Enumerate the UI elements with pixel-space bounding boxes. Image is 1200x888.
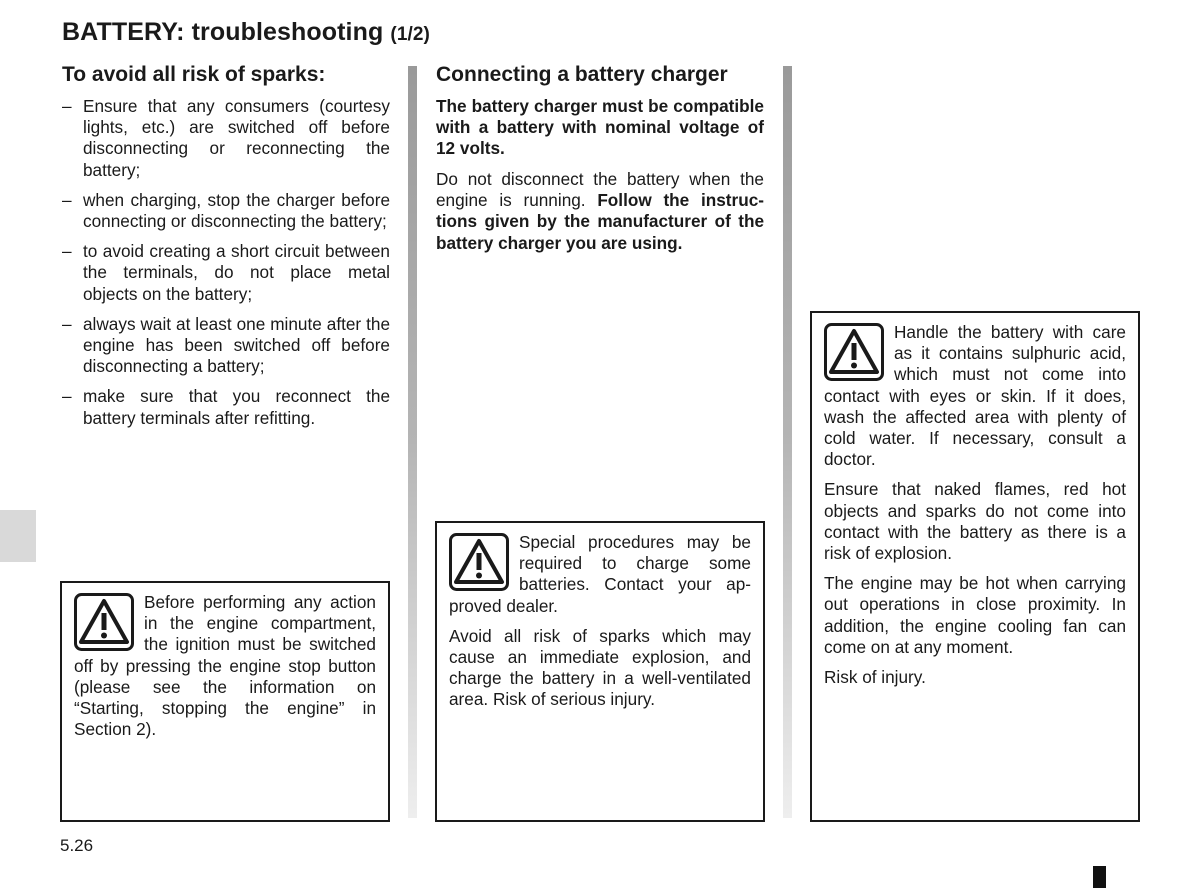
warning-triangle-icon xyxy=(449,533,509,591)
sparks-explosion-text: Avoid all risk of sparks which may cause an immediate explosion, and charge the battery in a well-ventilated area. Risk of serious injury. xyxy=(449,625,751,710)
bullet-dash: – xyxy=(62,241,72,262)
section-tab xyxy=(0,510,36,562)
page-corner-mark xyxy=(1093,866,1106,888)
engine-hot-text: The engine may be hot when carrying out operations in close proximity. In addition, the engine cooling fan can come on at any moment. xyxy=(824,573,1126,657)
list-item-text: make sure that you reconnect the battery terminals after refitting. xyxy=(83,386,390,428)
warning-triangle-icon xyxy=(74,593,134,651)
list-item xyxy=(62,190,390,232)
list-item-text: Ensure that any consumers (courtesy lights, etc.) are switched off before disconnecting or reconnecting the battery; xyxy=(83,96,390,180)
list-item xyxy=(62,314,390,378)
ignition-warning-text: Before performing any action in the engine compartment, the ignition must be switched off by pressing the engine stop button (please see the information on “Starting, stopping the engine” in Section 2). xyxy=(74,592,376,740)
sparks-bullet-list xyxy=(62,96,390,438)
bullet-dash: – xyxy=(62,96,72,116)
charger-instructions-normal: Do not disconnect the battery when the engine is running. xyxy=(436,169,764,211)
ignition-warning-box xyxy=(60,581,390,822)
column-divider xyxy=(783,66,792,818)
naked-flames-text: Ensure that naked flames, red hot objects and sparks do not come into contact with the battery as there is a risk of explosion. xyxy=(824,479,1126,564)
list-item-text: to avoid creating a short circuit between the terminals, do not place metal objects on the battery; xyxy=(83,241,390,304)
charging-warning-box xyxy=(435,521,765,822)
warning-triangle-icon xyxy=(824,323,884,381)
column-divider xyxy=(408,66,417,818)
charger-compatibility-text: The battery charger must be compatible with a battery with nominal voltage of 12 volts. xyxy=(436,96,764,159)
list-item-text: always wait at least one minute after the engine has been switched off before disconnecting a battery; xyxy=(83,313,390,377)
charger-instructions-bold: Follow the instructions given by the manufacturer of the battery charger you are using. xyxy=(436,190,764,253)
list-item xyxy=(62,386,390,428)
list-item xyxy=(62,241,390,305)
page-title-main: BATTERY: troubleshooting xyxy=(62,18,384,46)
acid-handling-text: Handle the battery with care as it contains sulphuric acid, which must not come into contact with eyes or skin. If it does, wash the affected area with plenty of cold water. If necessary, consult a doctor. xyxy=(824,322,1126,470)
special-procedures-text: Special procedures may be required to charge some batteries. Contact your approved dealer. xyxy=(449,532,751,616)
charger-instructions-para xyxy=(436,169,764,254)
page-number: 5.26 xyxy=(60,836,94,855)
risk-of-injury-text: Risk of injury. xyxy=(824,667,926,688)
list-item xyxy=(62,96,390,181)
bullet-dash: – xyxy=(62,189,72,210)
list-item-text: when charging, stop the charger before connecting or disconnecting the battery; xyxy=(83,189,390,232)
bullet-dash: – xyxy=(62,313,72,334)
bullet-dash: – xyxy=(62,386,72,407)
charger-heading: Connecting a battery charger xyxy=(436,63,728,86)
page-title xyxy=(62,18,430,47)
page-title-part: (1/2) xyxy=(390,24,430,45)
acid-warning-box xyxy=(810,311,1140,822)
left-heading: To avoid all risk of sparks: xyxy=(62,63,326,86)
